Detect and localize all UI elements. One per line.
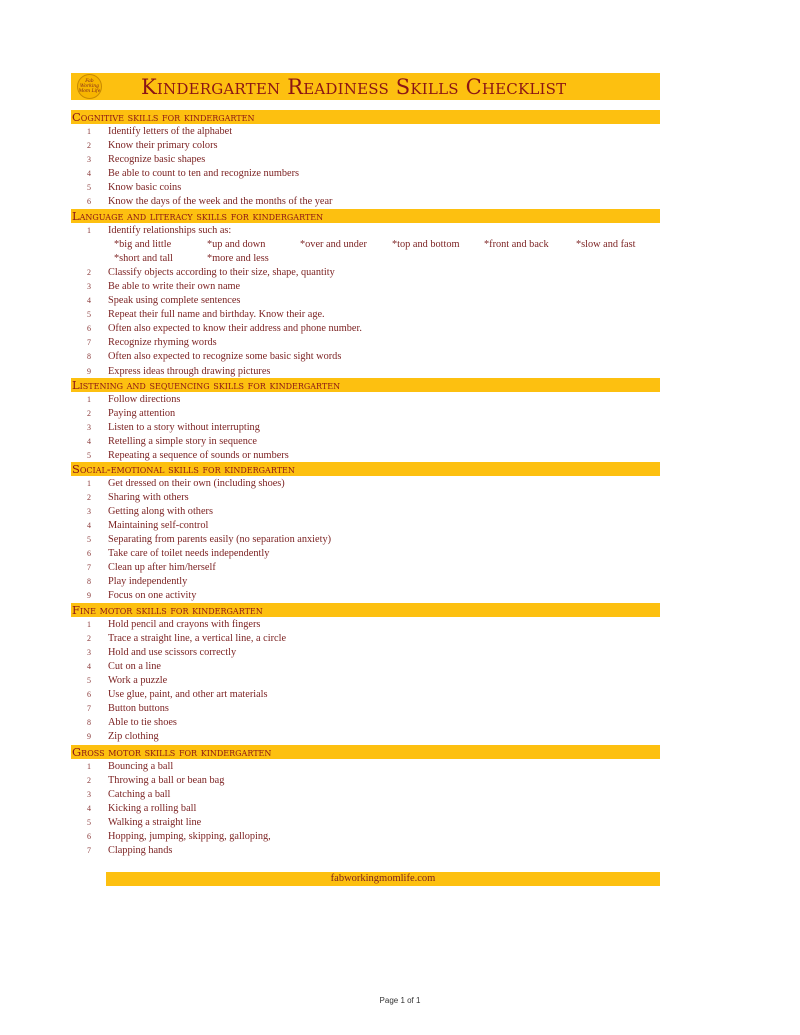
item-number: 6 — [87, 690, 91, 699]
item-number: 3 — [87, 789, 91, 799]
item-text: Hopping, jumping, skipping, galloping, — [108, 831, 271, 842]
item-text: Work a puzzle — [108, 674, 168, 686]
item-number: 2 — [87, 267, 91, 277]
relationship-example: *over and under — [300, 238, 367, 250]
item-number: 4 — [87, 296, 91, 305]
item-number: 9 — [87, 591, 91, 601]
item-text: Button buttons — [108, 703, 169, 715]
section-heading: Cognitive skills for kindergarten — [71, 110, 660, 124]
checklist-item — [71, 505, 660, 519]
item-number: 9 — [87, 366, 91, 376]
item-number: 1 — [87, 761, 91, 771]
item-text: Get dressed on their own (including shoes) — [108, 477, 285, 489]
checklist-item — [71, 802, 660, 816]
item-text: Retelling a simple story in sequence — [108, 435, 257, 447]
item-number: 1 — [87, 225, 91, 235]
item-text: Be able to count to ten and recognize numbers — [108, 167, 300, 179]
item-number: 8 — [87, 718, 91, 728]
page-title: Kindergarten Readiness Skills Checklist — [141, 75, 567, 99]
checklist-item — [71, 125, 660, 139]
item-number: 4 — [87, 520, 91, 530]
checklist-item — [71, 153, 660, 167]
checklist-item — [71, 224, 660, 238]
item-number: 3 — [87, 422, 91, 432]
item-text: Zip clothing — [108, 731, 159, 743]
checklist-item — [71, 533, 660, 547]
item-text: Able to tie shoes — [108, 717, 177, 729]
item-text: Speak using complete sentences — [108, 295, 241, 306]
item-number: 9 — [87, 732, 91, 742]
item-text: Repeat their full name and birthday. Know their age. — [108, 309, 325, 321]
title-bar — [71, 73, 660, 100]
item-number: 7 — [87, 704, 91, 714]
relationship-example: *top and bottom — [392, 238, 460, 250]
item-text: Paying attention — [108, 407, 176, 419]
relationship-example: *front and back — [484, 238, 549, 250]
section-heading: Listening and sequencing skills for kindergarten — [71, 378, 660, 392]
item-text: Play independently — [108, 576, 188, 588]
item-text: Repeating a sequence of sounds or numbers — [108, 449, 289, 461]
item-text: Walking a straight line — [108, 816, 202, 828]
item-text: Hold and use scissors correctly — [108, 646, 237, 658]
checklist-item — [71, 407, 660, 421]
item-number: 2 — [87, 408, 91, 418]
item-number: 2 — [87, 140, 91, 150]
item-number: 5 — [87, 182, 91, 192]
item-text: Express ideas through drawing pictures — [108, 365, 271, 377]
item-text: Often also expected to recognize some basic sight words — [108, 351, 342, 363]
checklist-item — [71, 491, 660, 505]
item-number: 6 — [87, 549, 91, 558]
item-text: Cut on a line — [108, 660, 161, 672]
item-text: Follow directions — [108, 393, 181, 405]
item-number: 4 — [87, 168, 91, 178]
item-number: 3 — [87, 281, 91, 291]
checklist-item — [71, 688, 660, 702]
item-number: 4 — [87, 436, 91, 446]
checklist-item — [71, 674, 660, 688]
checklist-item — [71, 646, 660, 660]
checklist-item — [71, 322, 660, 336]
checklist-item — [71, 561, 660, 575]
item-text: Getting along with others — [108, 505, 213, 517]
item-text: Identify relationships such as: — [108, 224, 232, 236]
checklist-item — [71, 760, 660, 774]
item-text: Know basic coins — [108, 181, 182, 193]
checklist-item — [71, 477, 660, 491]
relationship-example: *big and little — [114, 238, 172, 250]
checklist-item — [71, 716, 660, 730]
checklist-item — [71, 266, 660, 280]
item-text: Recognize basic shapes — [108, 153, 206, 165]
footer-website: fabworkingmomlife.com — [106, 872, 660, 886]
checklist-item — [71, 632, 660, 646]
item-text: Separating from parents easily (no separation anxiety) — [108, 533, 332, 545]
item-text: Sharing with others — [108, 491, 189, 503]
section-heading: Language and literacy skills for kindergarten — [71, 209, 660, 223]
item-number: 2 — [87, 492, 91, 502]
checklist-item — [71, 308, 660, 322]
relationship-example: *slow and fast — [576, 238, 636, 250]
checklist-item — [71, 449, 660, 463]
item-number: 7 — [87, 563, 91, 573]
checklist-item — [71, 575, 660, 589]
relationship-example: *more and less — [207, 252, 269, 264]
item-text: Know their primary colors — [108, 139, 218, 151]
checklist-item — [71, 336, 660, 350]
item-text: Hold pencil and crayons with fingers — [108, 618, 261, 630]
item-number: 1 — [87, 478, 91, 488]
item-number: 5 — [87, 310, 91, 320]
item-number: 5 — [87, 534, 91, 544]
item-number: 3 — [87, 506, 91, 516]
checklist-item — [71, 660, 660, 674]
item-text: Kicking a rolling ball — [108, 802, 197, 814]
item-number: 1 — [87, 126, 91, 136]
checklist-item — [71, 365, 660, 379]
checklist-item — [71, 830, 660, 844]
item-text: Bouncing a ball — [108, 760, 174, 772]
checklist-item — [71, 280, 660, 294]
item-number: 8 — [87, 577, 91, 587]
checklist-item — [71, 730, 660, 744]
item-text: Maintaining self-control — [108, 519, 209, 531]
section-heading: Social-emotional skills for kindergarten — [71, 462, 660, 476]
item-text: Recognize rhyming words — [108, 337, 217, 349]
item-text: Clapping hands — [108, 845, 173, 857]
item-text: Often also expected to know their address and phone number. — [108, 323, 362, 335]
item-number: 2 — [87, 775, 91, 785]
checklist-item — [71, 788, 660, 802]
checklist-item — [71, 294, 660, 308]
item-number: 7 — [87, 846, 91, 856]
item-text: Listen to a story without interrupting — [108, 421, 260, 433]
checklist-item — [71, 547, 660, 561]
relationship-example: *short and tall — [114, 252, 173, 264]
item-number: 3 — [87, 647, 91, 657]
item-number: 1 — [87, 394, 91, 404]
checklist-item — [71, 844, 660, 858]
checklist-item — [71, 618, 660, 632]
section-heading: Fine motor skills for kindergarten — [71, 603, 660, 617]
checklist-item — [71, 195, 660, 209]
item-text: Trace a straight line, a vertical line, a circle — [108, 632, 287, 644]
checklist-item — [71, 774, 660, 788]
item-text: Classify objects according to their size, shape, quantity — [108, 266, 335, 278]
checklist-item — [71, 589, 660, 603]
item-text: Identify letters of the alphabet — [108, 125, 233, 137]
checklist-item — [71, 393, 660, 407]
item-text: Throwing a ball or bean bag — [108, 774, 225, 786]
item-number: 7 — [87, 338, 91, 348]
item-number: 6 — [87, 324, 91, 334]
item-text: Be able to write their own name — [108, 280, 241, 292]
checklist-item — [71, 139, 660, 153]
item-number: 4 — [87, 803, 91, 813]
item-text: Focus on one activity — [108, 590, 197, 602]
checklist-item — [71, 350, 660, 364]
item-number: 3 — [87, 154, 91, 164]
checklist-item — [71, 816, 660, 830]
checklist-item — [71, 421, 660, 435]
item-number: 4 — [87, 661, 91, 671]
item-number: 5 — [87, 675, 91, 685]
page-number: Page 1 of 1 — [379, 996, 421, 1005]
item-number: 2 — [87, 633, 91, 643]
logo: Fab Working Mom Life — [77, 74, 102, 99]
item-text: Clean up after him/herself — [108, 562, 216, 574]
item-number: 1 — [87, 619, 91, 629]
checklist-item — [71, 181, 660, 195]
checklist-item — [71, 702, 660, 716]
item-number: 5 — [87, 450, 91, 460]
checklist-item — [71, 435, 660, 449]
relationship-example: *up and down — [207, 238, 266, 250]
item-text: Catching a ball — [108, 788, 171, 800]
item-text: Take care of toilet needs independently — [108, 548, 270, 559]
item-text: Know the days of the week and the months of the year — [108, 196, 333, 207]
section-heading: Gross motor skills for kindergarten — [71, 745, 660, 759]
checklist-item — [71, 167, 660, 181]
item-number: 8 — [87, 352, 91, 362]
item-text: Use glue, paint, and other art materials — [108, 689, 268, 700]
checklist-item — [71, 519, 660, 533]
item-number: 6 — [87, 197, 91, 206]
item-number: 5 — [87, 817, 91, 827]
item-number: 6 — [87, 832, 91, 841]
